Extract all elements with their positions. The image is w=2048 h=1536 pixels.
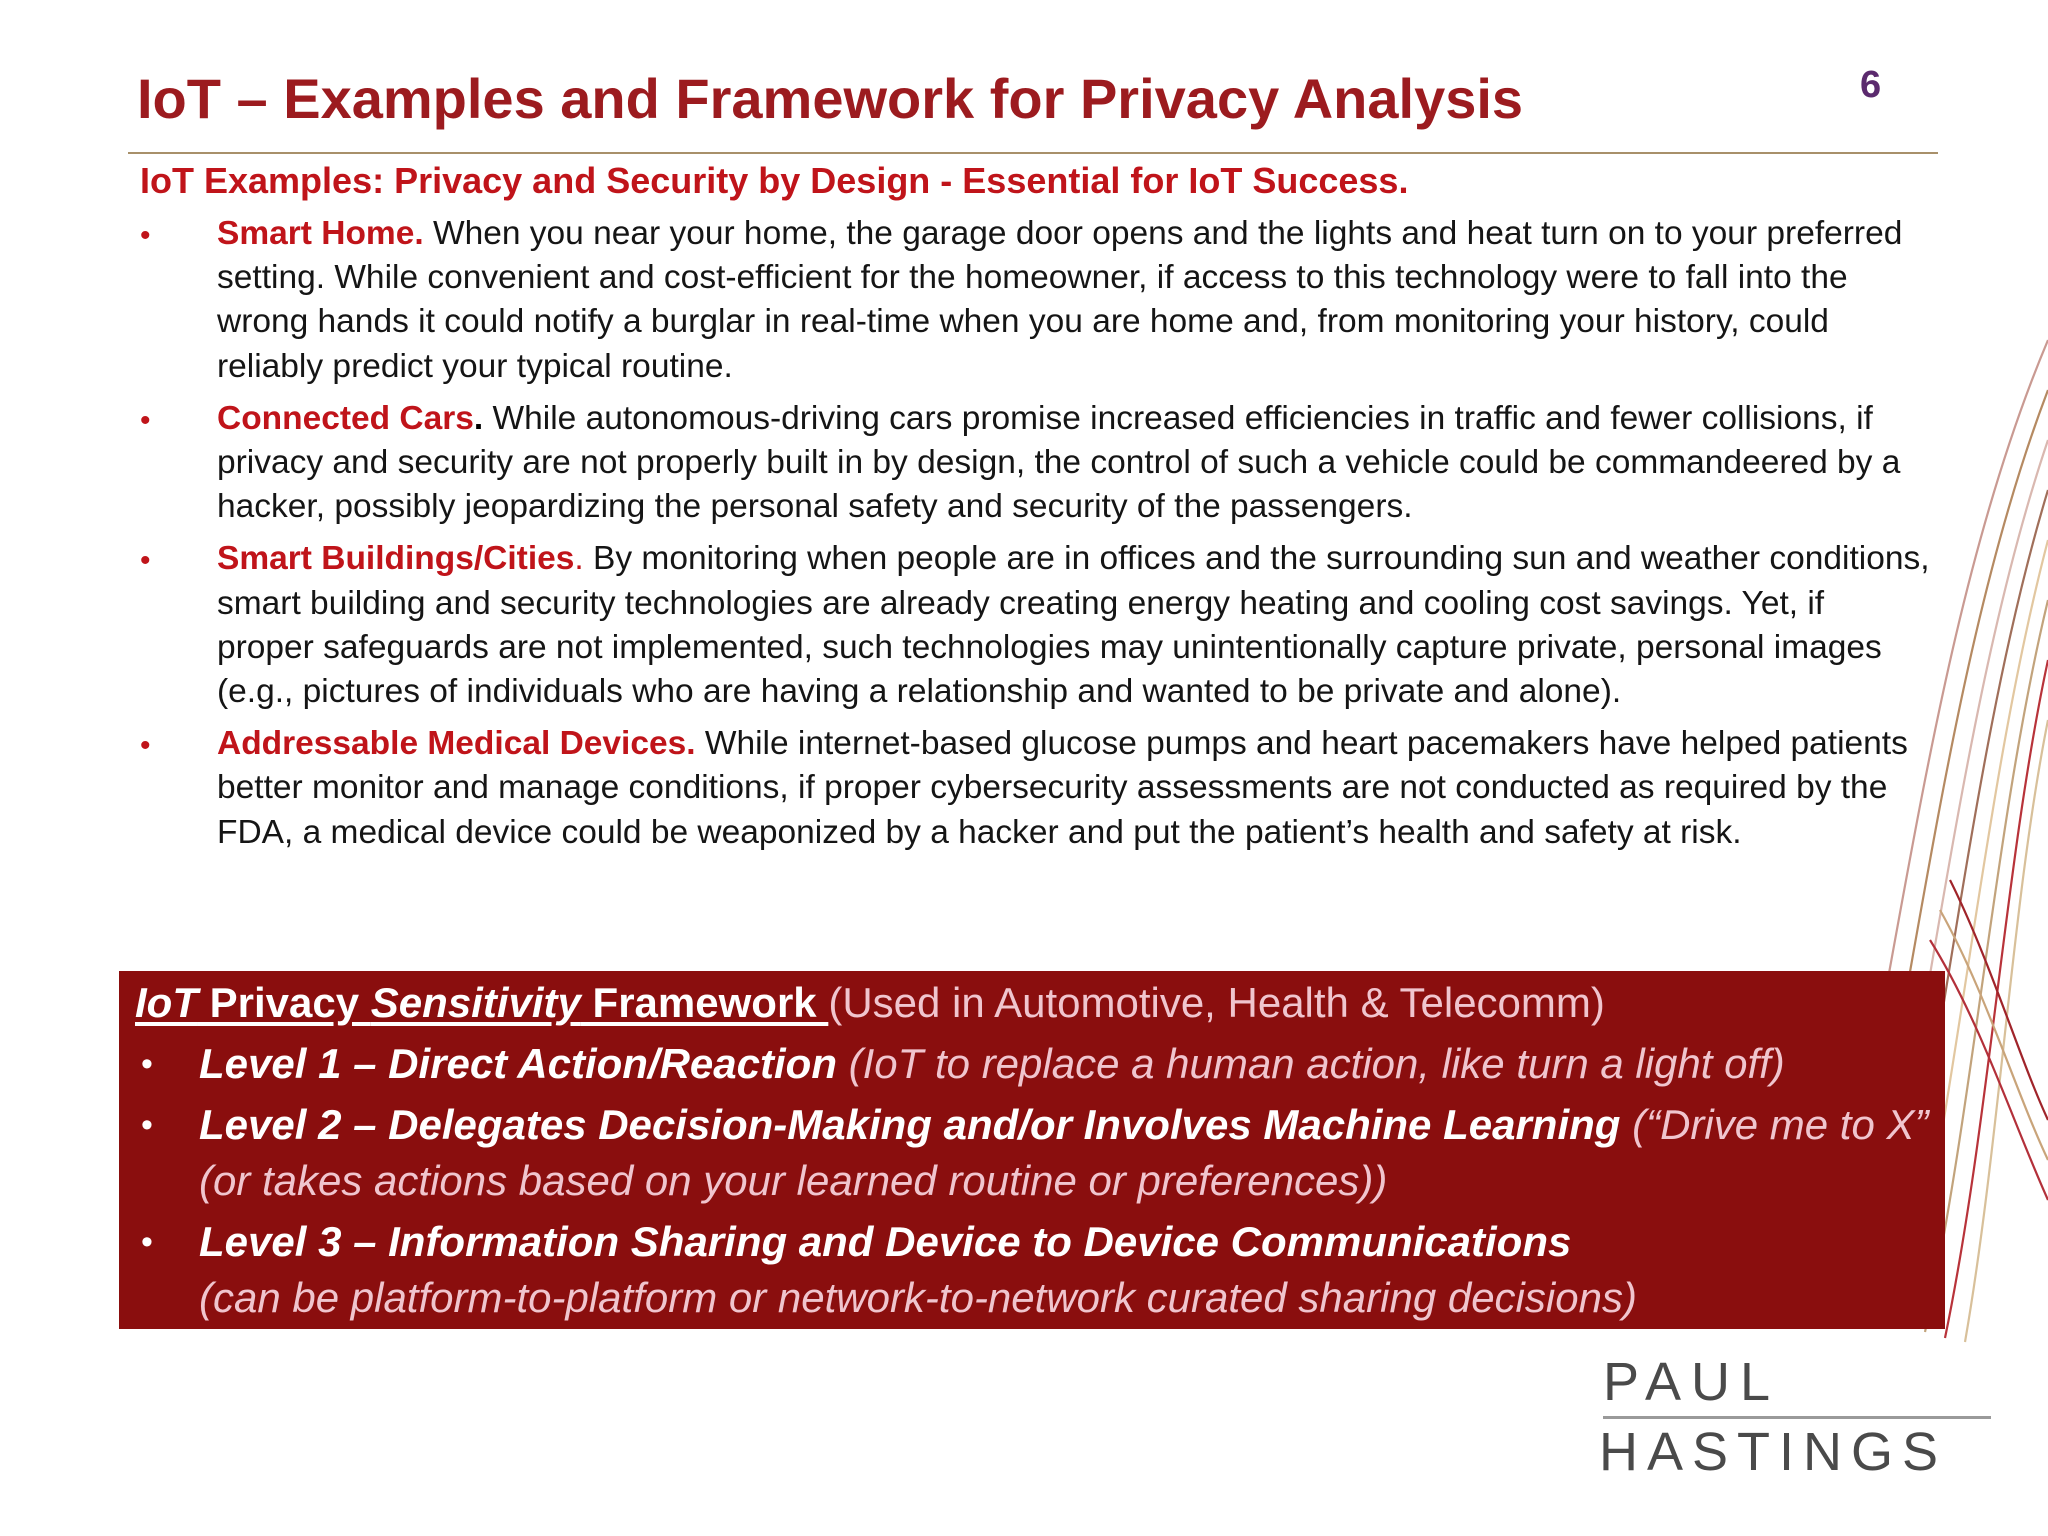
example-body: While autonomous-driving cars promise increased efficiencies in traffic and fewer collisions, if privacy and security are not properly built in by design, the control of such a vehicle could be commandeered by a hacker, possibly jeopardizing the personal safety and security of the passengers. [217,399,1901,526]
example-text [217,537,1930,714]
bullet-icon: • [140,219,151,252]
bullet-icon: • [140,544,151,578]
example-text [217,212,1930,389]
section-subtitle: IoT Examples: Privacy and Security by Design - Essential for IoT Success. [140,160,1409,201]
logo-line-1: PAUL [1603,1352,1781,1412]
example-lead: Smart Buildings/Cities [217,540,575,578]
heading-sensitivity: Sensitivity [370,979,581,1026]
example-separator: . [473,399,484,437]
level-lead: Level 1 – Direct Action/Reaction [199,1040,837,1087]
example-smart-buildings [140,537,1930,714]
bullet-icon: • [140,403,151,437]
heading-iot: IoT [135,979,198,1026]
framework-level-2 [135,1097,1931,1209]
example-connected-cars [140,397,1930,530]
example-lead: Connected Cars [217,399,474,437]
framework-box [119,971,1945,1329]
level-description: (can be platform-to-platform or network-to-network curated sharing decisions) [199,1274,1637,1321]
bullet-icon: • [140,729,151,763]
framework-level-3 [135,1214,1931,1326]
level-description: (“Drive me to X” (or takes actions based on your learned routine or preferences)) [199,1101,1929,1204]
framework-levels-list [135,1036,1931,1326]
paul-hastings-logo [1595,1350,1995,1480]
example-text [217,397,1930,530]
example-smart-home [140,212,1930,389]
title-divider [128,152,1938,154]
examples-list [140,212,1930,863]
example-medical-devices [140,722,1930,855]
page-number: 6 [1860,64,1882,106]
example-separator: . [574,540,584,578]
example-body: When you near your home, the garage door opens and the lights and heat turn on to your preferred setting. While convenient and cost-efficient for the homeowner, if access to this technology were to fall into the wrong hands it could notify a burglar in real-time when you are home and, from monitoring your history, could reliably predict your typical routine. [217,215,1903,385]
slide-title: IoT – Examples and Framework for Privacy Analysis [137,67,1524,130]
level-lead: Level 3 – Information Sharing and Device to Device Communications [199,1218,1572,1265]
example-body: While internet-based glucose pumps and heart pacemakers have helped patients better monitor and manage conditions, if proper cybersecurity assessments are not conducted as required by the FDA, a medical device could be weaponized by a hacker and put the patient’s health and safety at risk. [217,725,1908,851]
framework-heading-title [135,979,828,1026]
level-description: (IoT to replace a human action, like turn a light off) [836,1040,1785,1087]
framework-heading [135,975,1931,1031]
heading-privacy: Privacy [197,979,371,1026]
framework-level-1 [135,1036,1931,1092]
example-body: By monitoring when people are in offices and the surrounding sun and weather conditions, smart building and security technologies are already creating energy heating and cooling cost savings. Yet, if proper safeguards are not implemented, such technologies may unintentionally capture private, personal images (e.g., pictures of individuals who are having a relationship and wanted to be private and alone). [217,540,1930,711]
example-lead: Smart Home. [217,215,424,252]
bullet-icon: • [141,1223,153,1261]
level-text [199,1097,1931,1209]
framework-heading-note: (Used in Automotive, Health & Telecomm) [828,979,1605,1026]
logo-divider [1603,1416,1991,1419]
heading-framework: Framework [580,979,829,1026]
level-lead: Level 2 – Delegates Decision-Making and/or Involves Machine Learning [199,1101,1621,1148]
logo-line-2: HASTINGS [1599,1422,1948,1482]
level-text [199,1214,1931,1326]
example-lead: Addressable Medical Devices. [217,725,696,763]
bullet-icon: • [141,1045,153,1083]
bullet-icon: • [141,1106,153,1144]
level-text [199,1036,1931,1092]
example-text [217,722,1930,855]
